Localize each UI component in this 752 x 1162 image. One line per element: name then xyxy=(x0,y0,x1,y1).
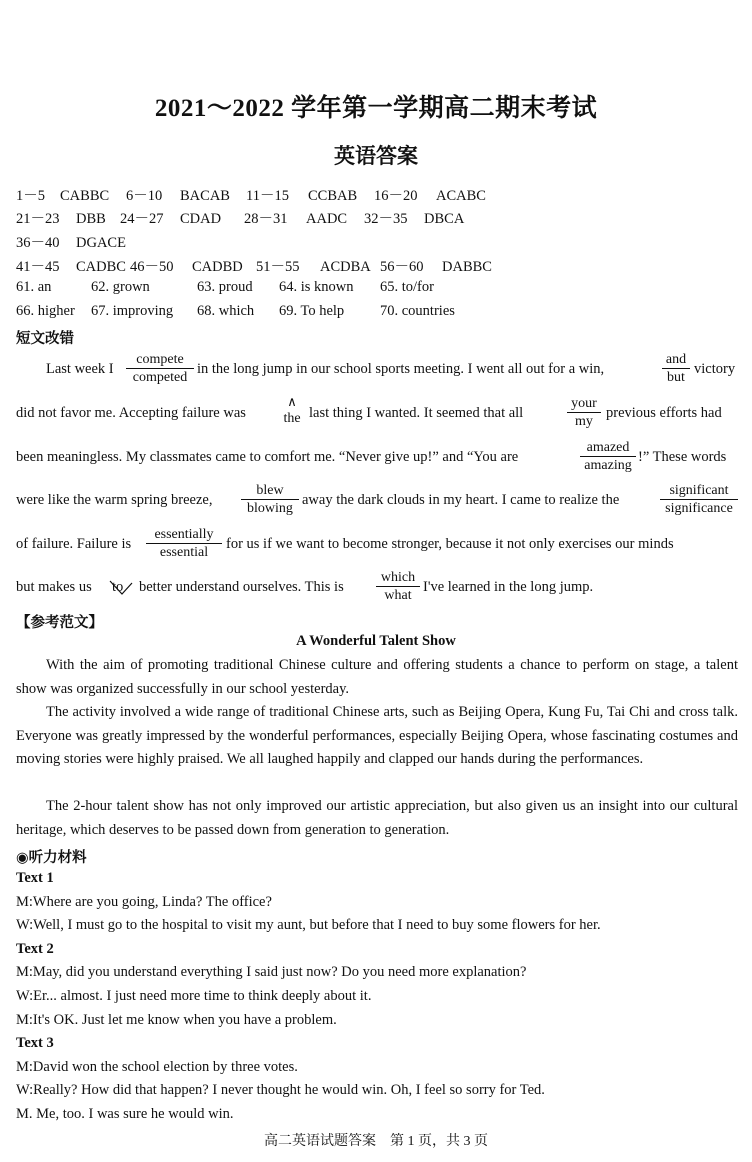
answer-item: 61. an xyxy=(16,279,52,295)
correction-your: your my xyxy=(567,395,601,430)
correction-text: !” These words xyxy=(638,449,727,465)
correction-heading: 短文改错 xyxy=(16,331,74,347)
answer-letters: CABBC xyxy=(60,188,110,204)
essay-paragraph-2: The activity involved a wide range of traditional Chinese arts, such as Beijing Opera, Kung Fu, Tai Chi and cross talk. Everyone was greatly impressed by the wonderful performances, especially Beijing Opera, whose fascinating costumes and moving stories were highly praised. We all laughed happily and clapped our hands during the performances. xyxy=(16,704,738,767)
answer-row-4 xyxy=(16,255,492,276)
answer-letters: DGACE xyxy=(76,235,126,251)
dialogue-line: W:Really? How did that happen? I never thought he would win. Oh, I feel so sorry for Ted. xyxy=(16,1082,545,1098)
correction-blew: blew blowing xyxy=(241,482,299,517)
answer-letters: ACDBA xyxy=(320,259,371,275)
text-1-label: Text 1 xyxy=(16,870,54,886)
dialogue-line: W:Well, I must go to the hospital to visit my aunt, but before that I need to buy some flowers for her. xyxy=(16,917,601,933)
correction-text: Last week I xyxy=(46,361,114,377)
answer-range: 16－20 xyxy=(374,188,418,204)
answer-range: 11－15 xyxy=(246,188,289,204)
insert-caret-icon: ∧ xyxy=(287,394,297,409)
answer-row-1 xyxy=(16,184,486,205)
essay-title: A Wonderful Talent Show xyxy=(296,633,456,649)
correction-deleted-word: to xyxy=(112,579,124,595)
dialogue-line: M. Me, too. I was sure he would win. xyxy=(16,1106,234,1122)
correction-compete: compete competed xyxy=(126,351,194,386)
correction-amazed: amazed amazing xyxy=(580,439,636,474)
text-2-label: Text 2 xyxy=(16,941,54,957)
correction-text: but makes us xyxy=(16,579,92,595)
answer-range: 36－40 xyxy=(16,235,60,251)
correction-text: previous efforts had xyxy=(606,405,722,421)
answer-letters: CADBD xyxy=(192,259,243,275)
answer-row-3 xyxy=(16,231,126,252)
answer-range: 32－35 xyxy=(364,211,408,227)
answer-item: 68. which xyxy=(197,303,255,319)
deletion-mark-icon xyxy=(108,575,134,597)
answer-range: 6－10 xyxy=(126,188,163,204)
answer-item: 67. improving xyxy=(91,303,174,319)
essay-paragraph-3: The 2-hour talent show has not only improved our artistic appreciation, but also given us an insight into our cultural heritage, which deserves to be passed down from generation to generation. xyxy=(16,798,738,838)
answer-range: 56－60 xyxy=(380,259,424,275)
answer-row-5 xyxy=(16,279,434,296)
correction-insert-the: ∧ the xyxy=(280,393,304,427)
correction-text: away the dark clouds in my heart. I came to realize the xyxy=(302,492,620,508)
answer-item: 64. is known xyxy=(279,279,354,295)
correction-essentially: essentially essential xyxy=(146,526,222,561)
answer-letters: DBB xyxy=(76,211,106,227)
correction-text: last thing I wanted. It seemed that all xyxy=(309,405,524,421)
answer-letters: CADBC xyxy=(76,259,126,275)
answer-row-2 xyxy=(16,207,464,228)
correction-text: been meaningless. My classmates came to comfort me. “Never give up!” and “You are xyxy=(16,449,519,465)
answer-range: 51－55 xyxy=(256,259,300,275)
listening-heading: ◉听力材料 xyxy=(16,850,87,866)
dialogue-line: M:David won the school election by three votes. xyxy=(16,1059,298,1075)
page-footer: 高二英语试题答案 第 1 页，共 3 页 xyxy=(264,1134,488,1149)
answer-item: 65. to/for xyxy=(380,279,434,295)
answer-range: 28－31 xyxy=(244,211,288,227)
dialogue-line: W:Er... almost. I just need more time to think deeply about it. xyxy=(16,988,372,1004)
answer-letters: DBCA xyxy=(424,211,465,227)
dialogue-line: M:It's OK. Just let me know when you have a problem. xyxy=(16,1012,337,1028)
answer-letters: CDAD xyxy=(180,211,222,227)
answer-letters: ACABC xyxy=(436,188,486,204)
answer-range: 41－45 xyxy=(16,259,60,275)
answer-range: 1－5 xyxy=(16,188,45,204)
dialogue-line: M:May, did you understand everything I said just now? Do you need more explanation? xyxy=(16,964,527,980)
answer-item: 69. To help xyxy=(279,303,345,319)
answer-item: 63. proud xyxy=(197,279,253,295)
answer-range: 21－23 xyxy=(16,211,60,227)
correction-text: were like the warm spring breeze, xyxy=(16,492,213,508)
answer-row-6 xyxy=(16,303,455,320)
answer-item: 62. grown xyxy=(91,279,150,295)
correction-and: and but xyxy=(662,351,690,386)
answer-letters: CCBAB xyxy=(308,188,358,204)
essay-paragraph-1: With the aim of promoting traditional Chinese culture and offering students a chance to perform on stage, a talent show was organized successfully in our school yesterday. xyxy=(16,657,738,697)
answer-range: 46－50 xyxy=(130,259,174,275)
correction-which: which what xyxy=(376,569,420,604)
answer-item: 66. higher xyxy=(16,303,75,319)
correction-text: in the long jump in our school sports meeting. I went all out for a win, xyxy=(197,361,605,377)
text-3-label: Text 3 xyxy=(16,1035,54,1051)
answer-item: 70. countries xyxy=(380,303,455,319)
answer-letters: BACAB xyxy=(180,188,230,204)
correction-significant: significant significance xyxy=(660,482,738,517)
answer-letters: AADC xyxy=(306,211,348,227)
correction-text: of failure. Failure is xyxy=(16,536,132,552)
correction-text: for us if we want to become stronger, because it not only exercises our minds xyxy=(226,536,674,552)
page-title: 2021～2022 学年第一学期高二期末考试 xyxy=(154,95,598,122)
answer-range: 24－27 xyxy=(120,211,164,227)
correction-text: I've learned in the long jump. xyxy=(423,579,594,595)
model-essay-heading: 【参考范文】 xyxy=(16,615,103,631)
correction-text: better understand ourselves. This is xyxy=(139,579,344,595)
answer-letters: DABBC xyxy=(442,259,492,275)
correction-text: did not favor me. Accepting failure was xyxy=(16,405,246,421)
page-subtitle: 英语答案 xyxy=(334,144,418,168)
correction-text: victory xyxy=(694,361,736,377)
dialogue-line: M:Where are you going, Linda? The office? xyxy=(16,894,272,910)
